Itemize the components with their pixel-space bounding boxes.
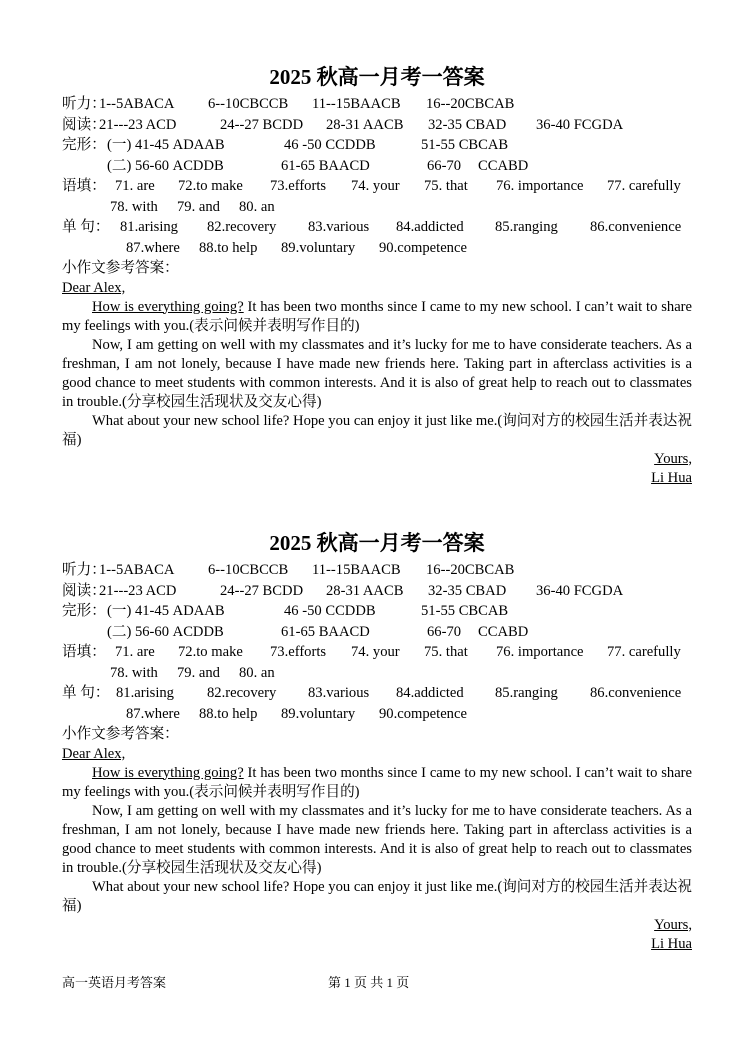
answer-item: 80. an xyxy=(239,664,275,681)
answer-sheet-1 xyxy=(62,62,692,488)
answer-item: (一) 41-45 ADAAB xyxy=(107,603,225,619)
letter-paragraph-1 xyxy=(62,298,692,336)
answer-item: 6--10CBCCB xyxy=(208,562,289,578)
paragraph-1-text: It has been two months since I came to my new school. I can’t wait to share my feelings with you.(表示问候并表明写作目的) xyxy=(62,298,693,334)
reading-label: 阅读： xyxy=(62,582,106,599)
letter-paragraph-3: What about your new school life? Hope you can enjoy it just like me.(询问对方的校园生活并表达祝福) xyxy=(62,878,692,914)
letter-greeting: Dear Alex, xyxy=(62,279,126,296)
letter-paragraph-2: Now, I am getting on well with my classmates and it’s lucky for me to have considerate teachers. As a freshman, I am not lonely, because I have made new friends here. Taking part in afterclass activities is a good chance to meet students with common interests. And it is also of great help to reach out to classmates in trouble.(分享校园生活现状及交友心得) xyxy=(62,802,692,876)
reading-label: 阅读： xyxy=(62,116,106,133)
answer-item: 84.addicted xyxy=(396,685,464,701)
sentences-row-1 xyxy=(62,217,692,238)
page-footer xyxy=(62,974,692,992)
answer-item: 86.convenience xyxy=(590,219,682,235)
signature-text: Li Hua xyxy=(651,469,692,486)
answer-item: 86.convenience xyxy=(590,685,682,701)
answer-item: 1--5ABACA xyxy=(99,562,175,578)
letter-paragraph-2: Now, I am getting on well with my classmates and it’s lucky for me to have considerate teachers. As a freshman, I am not lonely, because I have made new friends here. Taking part in afterclass activities is a good chance to meet students with common interests. And it is also of great help to reach out to classmates in trouble.(分享校园生活现状及交友心得) xyxy=(62,336,692,410)
grammar-row-1 xyxy=(62,642,692,663)
answer-item: 85.ranging xyxy=(495,219,558,235)
answer-item: 46 -50 CCDDB xyxy=(284,137,376,153)
answer-item: 90.competence xyxy=(379,239,467,256)
answer-item: 72.to make xyxy=(178,644,243,660)
essay-heading xyxy=(62,258,692,279)
letter-signature xyxy=(62,935,692,954)
answer-item: 32-35 CBAD xyxy=(428,582,507,599)
answer-item: 72.to make xyxy=(178,178,243,194)
signature-text: Li Hua xyxy=(651,935,692,952)
listening-row xyxy=(62,94,692,115)
answer-item: 87.where xyxy=(126,239,180,256)
answer-item: 80. an xyxy=(239,198,275,215)
answer-item: 11--15BAACB xyxy=(312,96,401,112)
answer-item: 16--20CBCAB xyxy=(426,96,515,112)
answer-item: 21---23 ACD xyxy=(99,582,177,599)
grammar-row-2 xyxy=(62,663,692,684)
answer-item: 85.ranging xyxy=(495,685,558,701)
letter-signature xyxy=(62,469,692,488)
letter-paragraph-3: What about your new school life? Hope you can enjoy it just like me.(询问对方的校园生活并表达祝福) xyxy=(62,412,692,448)
grammar-row-1 xyxy=(62,176,692,197)
sheet-title: 2025 秋高一月考一答案 xyxy=(269,65,485,89)
cloze-row-2 xyxy=(62,156,692,177)
answer-item: 46 -50 CCDDB xyxy=(284,603,376,619)
listening-label: 听力： xyxy=(62,96,106,112)
listening-label: 听力： xyxy=(62,562,106,578)
answer-item: 1--5ABACA xyxy=(99,96,175,112)
paragraph-1-text: It has been two months since I came to my new school. I can’t wait to share my feelings with you.(表示问候并表明写作目的) xyxy=(62,764,693,800)
essay-heading xyxy=(62,724,692,745)
answer-item: 73.efforts xyxy=(270,644,327,660)
underlined-greeting-sentence: How is everything going? xyxy=(92,298,244,315)
answer-item: 61-65 BAACD xyxy=(281,623,370,640)
answer-item: 6--10CBCCB xyxy=(208,96,289,112)
answer-item: 77. carefully xyxy=(607,178,681,194)
answer-item: 51-55 CBCAB xyxy=(421,603,509,619)
answer-sheet-2 xyxy=(62,528,692,954)
letter-closing xyxy=(62,916,692,935)
letter-paragraph-1 xyxy=(62,764,692,802)
answer-item: 75. that xyxy=(424,178,468,194)
grammar-label: 语填： xyxy=(62,178,106,194)
answer-item: 24--27 BCDD xyxy=(220,116,304,133)
sheet-title: 2025 秋高一月考一答案 xyxy=(269,531,485,555)
underlined-greeting-sentence: How is everything going? xyxy=(92,764,244,781)
reading-row xyxy=(62,115,692,136)
answer-item: 74. your xyxy=(351,178,400,194)
answer-item: 81.arising xyxy=(116,685,174,701)
answer-item: 83.various xyxy=(308,685,370,701)
answer-item: 76. importance xyxy=(496,178,584,194)
answer-item: 75. that xyxy=(424,644,468,660)
answer-item: 89.voluntary xyxy=(281,239,356,256)
answer-item: (一) 41-45 ADAAB xyxy=(107,137,225,153)
letter-greeting: Dear Alex, xyxy=(62,745,126,762)
answer-item: 79. and xyxy=(177,664,220,681)
footer-title: 高一英语月考答案 xyxy=(62,975,167,990)
answer-item: 90.competence xyxy=(379,705,467,722)
answer-item: 71. are xyxy=(115,178,155,194)
answer-item: 66-70 xyxy=(427,157,462,174)
grammar-row-2 xyxy=(62,197,692,218)
answer-item: 28-31 AACB xyxy=(326,582,404,599)
answer-item: 61-65 BAACD xyxy=(281,157,370,174)
answer-item: 24--27 BCDD xyxy=(220,582,304,599)
essay-heading-text: 小作文参考答案： xyxy=(62,726,179,742)
answer-item: 73.efforts xyxy=(270,178,327,194)
closing-text: Yours, xyxy=(654,450,692,467)
answer-item: 36-40 FCGDA xyxy=(536,582,624,599)
listening-row xyxy=(62,560,692,581)
answer-item: 79. and xyxy=(177,198,220,215)
answer-item: 66-70 xyxy=(427,623,462,640)
sentences-label: 单 句： xyxy=(62,219,110,235)
answer-item: 71. are xyxy=(115,644,155,660)
cloze-row-1 xyxy=(62,601,692,622)
answer-item: 87.where xyxy=(126,705,180,722)
answer-item: 51-55 CBCAB xyxy=(421,137,509,153)
answer-item: (二) 56-60 ACDDB xyxy=(107,157,224,174)
sentences-row-1 xyxy=(62,683,692,704)
answer-item: 89.voluntary xyxy=(281,705,356,722)
cloze-label: 完形： xyxy=(62,603,106,619)
answer-item: 78. with xyxy=(110,664,158,681)
answer-item: (二) 56-60 ACDDB xyxy=(107,623,224,640)
answer-item: 77. carefully xyxy=(607,644,681,660)
answer-item: 83.various xyxy=(308,219,370,235)
answer-item: 76. importance xyxy=(496,644,584,660)
answer-item: 88.to help xyxy=(199,239,258,256)
answer-item: 84.addicted xyxy=(396,219,464,235)
essay-heading-text: 小作文参考答案： xyxy=(62,260,179,276)
answer-item: 74. your xyxy=(351,644,400,660)
cloze-row-1 xyxy=(62,135,692,156)
answer-item: 78. with xyxy=(110,198,158,215)
answer-item: 82.recovery xyxy=(207,685,277,701)
answer-item: 88.to help xyxy=(199,705,258,722)
answer-item: 32-35 CBAD xyxy=(428,116,507,133)
answer-item: 11--15BAACB xyxy=(312,562,401,578)
cloze-row-2 xyxy=(62,622,692,643)
answer-item: 82.recovery xyxy=(207,219,277,235)
cloze-label: 完形： xyxy=(62,137,106,153)
sentences-row-2 xyxy=(62,704,692,725)
answer-item: CCABD xyxy=(478,623,529,640)
answer-item: 16--20CBCAB xyxy=(426,562,515,578)
sentences-row-2 xyxy=(62,238,692,259)
sentences-label: 单 句： xyxy=(62,685,110,701)
answer-item: 28-31 AACB xyxy=(326,116,404,133)
reading-row xyxy=(62,581,692,602)
answer-item: 36-40 FCGDA xyxy=(536,116,624,133)
answer-item: 81.arising xyxy=(120,219,178,235)
closing-text: Yours, xyxy=(654,916,692,933)
letter-closing xyxy=(62,450,692,469)
grammar-label: 语填： xyxy=(62,644,106,660)
answer-item: 21---23 ACD xyxy=(99,116,177,133)
answer-item: CCABD xyxy=(478,157,529,174)
page-number: 第 1 页 共 1 页 xyxy=(328,975,410,990)
